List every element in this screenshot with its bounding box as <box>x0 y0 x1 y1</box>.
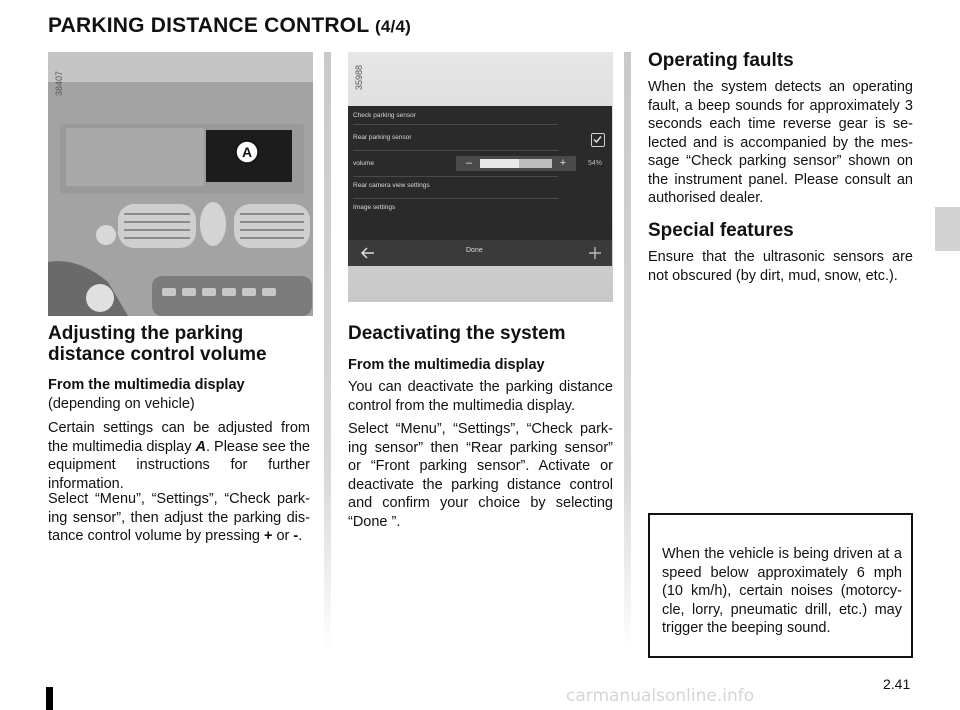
from-note-text: (depending on vehicle) <box>48 395 195 412</box>
plus-icon[interactable] <box>588 246 602 260</box>
screen-bottom-bar <box>348 240 612 266</box>
menu-item-rear-parking-sensor[interactable]: Rear parking sensor <box>353 134 412 141</box>
volume-plus-button[interactable]: + <box>559 157 567 169</box>
heading-line-2: distance control volume <box>48 344 267 365</box>
para-text: or <box>272 528 294 544</box>
paragraph-operating-faults: When the system detects an operating fault, a beep sounds for approximately 3 seconds each time reverse gear is se-lected and is accompanied by the mes-sage “Check parking sensor” shown on the instrument panel. Please consult an authorised dealer. <box>648 79 913 206</box>
para-text: . <box>298 528 303 544</box>
menu-separator <box>353 124 558 125</box>
svg-text:A: A <box>241 144 253 160</box>
menu-item-image-settings[interactable]: Image settings <box>353 204 396 211</box>
callout-a-marker <box>235 140 259 164</box>
menu-item-volume: volume <box>353 160 374 167</box>
heading-line-1: Adjusting the parking <box>48 323 244 344</box>
volume-fill <box>480 159 519 168</box>
page-title <box>48 14 411 38</box>
watermark: carmanualsonline.info <box>566 686 755 706</box>
callout-reference-a: A <box>195 438 206 455</box>
section-heading-operating-faults: Operating faults <box>648 50 794 71</box>
column-divider-right <box>624 52 631 652</box>
volume-slider[interactable] <box>456 156 576 171</box>
corner-mark <box>46 687 53 710</box>
figure-code: 38407 <box>54 70 64 96</box>
para-text: Certain settings can be adjusted from the multimedia display <box>48 420 310 455</box>
section-tab <box>935 207 960 251</box>
volume-minus-button[interactable]: – <box>465 157 473 169</box>
paragraph-special-features: Ensure that the ultrasonic sensors are not obscured (by dirt, mud, snow, etc.). <box>648 249 913 284</box>
section-heading-adjusting-volume <box>48 323 318 365</box>
multimedia-display <box>348 106 612 266</box>
paragraph-deactivate: You can deactivate the parking distance control from the multimedia display. <box>348 379 613 414</box>
dashboard-figure <box>48 52 313 316</box>
checkbox-icon[interactable] <box>591 133 605 147</box>
menu-item-rear-camera-view-settings[interactable]: Rear camera view settings <box>353 182 430 189</box>
para-text: . Please see the equipment instructions for further information. <box>48 438 310 492</box>
done-button[interactable]: Done <box>466 247 483 254</box>
note-box <box>648 513 913 658</box>
note-text: When the vehicle is being driven at a speed below approximately 6 mph (10 km/h), certain noises (motorcy-cle, lorry, pneumatic drill, etc.) may trigger the beeping sound. <box>662 546 902 636</box>
figure-code: 35988 <box>354 64 364 90</box>
from-multimedia-label-2: From the multimedia display <box>348 357 545 373</box>
page-title-main: PARKING DISTANCE CONTROL <box>48 14 369 37</box>
from-label-text: From the multimedia display <box>48 377 245 393</box>
menu-separator <box>353 150 558 151</box>
multimedia-screen-figure <box>348 52 613 302</box>
paragraph-select-menu-2: Select “Menu”, “Settings”, “Check park-ing sensor” then “Rear parking sensor” or “Front parking sensor”. Activate or deactivate the parking distance control and confirm your choice by selecting “Done ”. <box>348 421 613 530</box>
volume-percent: 54% <box>588 160 603 167</box>
page-title-suffix: (4/4) <box>375 17 411 36</box>
minus-symbol: - <box>293 528 299 544</box>
menu-separator <box>353 176 558 177</box>
page-number: 2.41 <box>883 676 911 692</box>
from-multimedia-label <box>48 376 310 413</box>
section-heading-special-features: Special features <box>648 220 794 241</box>
para-text: Select “Menu”, “Settings”, “Check park-ing sensor”, then adjust the parking dis-tance control volume by pressing <box>48 491 310 544</box>
menu-separator <box>353 198 558 199</box>
column-divider-left <box>324 52 331 652</box>
plus-symbol: + <box>264 528 273 544</box>
dashboard-illustration <box>48 52 313 316</box>
menu-item-check-parking-sensor[interactable]: Check parking sensor <box>353 112 416 119</box>
paragraph-select-menu <box>48 490 310 546</box>
paragraph-certain-settings <box>48 419 310 493</box>
back-arrow-icon[interactable] <box>360 246 376 260</box>
section-heading-deactivating: Deactivating the system <box>348 323 566 344</box>
